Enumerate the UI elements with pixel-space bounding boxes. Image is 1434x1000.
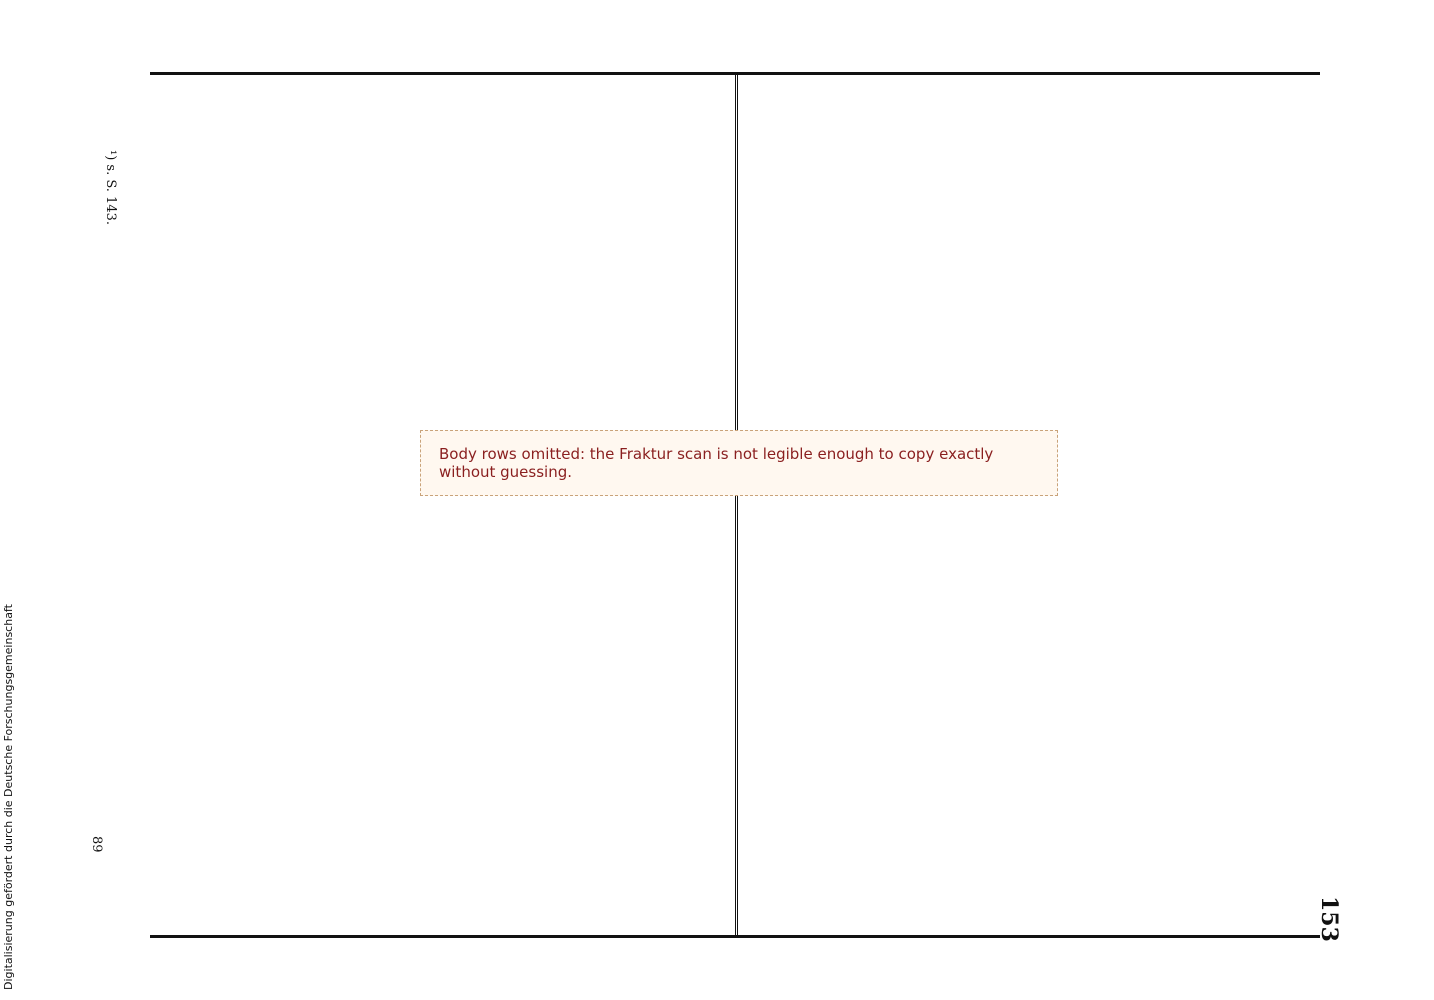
- right-column-group: [735, 75, 1323, 935]
- footnote: ¹) s. S. 143.: [103, 150, 118, 226]
- page-number: 153: [1316, 896, 1342, 942]
- left-column-group: [150, 75, 735, 935]
- funding-credit: Digitalisierung gefördert durch die Deutsche Forschungsgemeinschaft: [2, 604, 15, 990]
- folio-number: 89: [89, 836, 104, 853]
- transcription-note: Body rows omitted: the Fraktur scan is not legible enough to copy exactly without guessing.: [420, 430, 1058, 496]
- municipality-table: [150, 72, 1320, 938]
